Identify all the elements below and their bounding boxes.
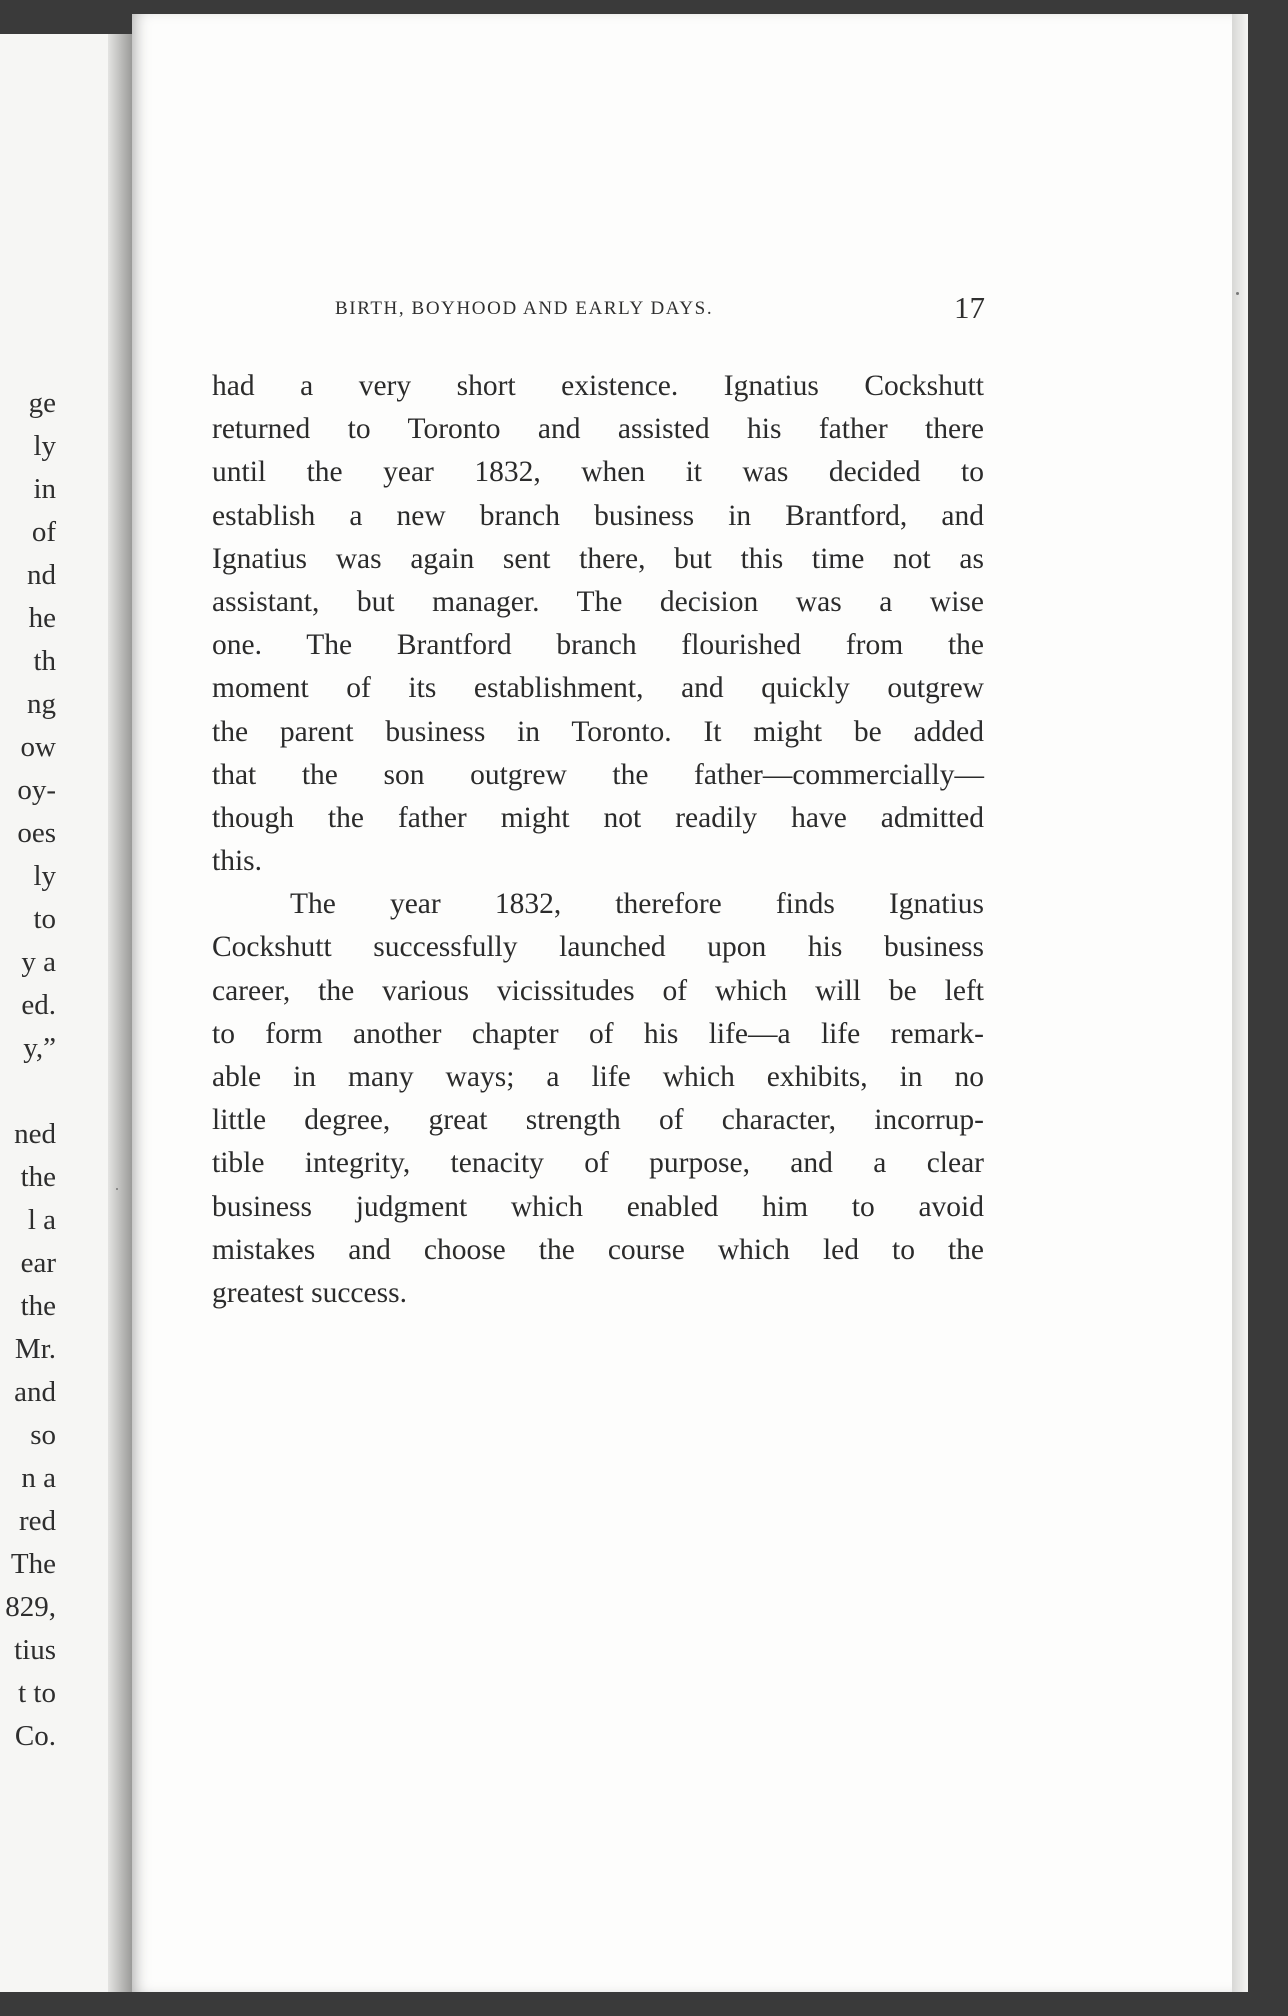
facing-line-fragment: oy- [17, 774, 56, 806]
facing-line-fragment: Co. [14, 1720, 56, 1752]
facing-line-fragment: oes [17, 817, 56, 849]
running-title: BIRTH, BOYHOOD AND EARLY DAYS. [335, 298, 714, 319]
text-line: mistakes and choose the course which led to the [212, 1233, 984, 1266]
page-gutter-shadow [108, 34, 132, 1992]
facing-line-fragment: ear [20, 1247, 56, 1279]
facing-line-fragment: ned [14, 1118, 56, 1150]
text-line: career, the various vicissitudes of which will be left [212, 974, 984, 1007]
facing-line-fragment: to [33, 903, 56, 935]
text-line: greatest success. [212, 1276, 407, 1309]
facing-line-fragment: ly [33, 430, 56, 462]
text-line: returned to Toronto and assisted his father there [212, 413, 984, 446]
facing-line-fragment: Mr. [14, 1333, 56, 1365]
scan-speck [116, 1188, 118, 1190]
text-line: tible integrity, tenacity of purpose, and a clear [212, 1147, 984, 1180]
text-line: establish a new branch business in Brantford, and [212, 499, 984, 532]
paragraph [212, 883, 984, 1315]
facing-line-fragment: the [20, 1161, 56, 1193]
facing-line-fragment: y a [21, 946, 56, 978]
text-line: the parent business in Toronto. It might be added [212, 715, 984, 748]
text-line: that the son outgrew the father—commercially— [212, 758, 984, 791]
facing-line-fragment: ng [27, 688, 56, 720]
facing-line-fragment: of [31, 516, 56, 548]
text-line: to form another chapter of his life—a life remark- [212, 1017, 984, 1050]
running-header [200, 290, 985, 330]
text-line: able in many ways; a life which exhibits, in no [212, 1061, 984, 1093]
facing-line-fragment: red [18, 1505, 56, 1537]
facing-line-fragment: t to [18, 1677, 56, 1709]
text-line: though the father might not readily have admitted [212, 801, 984, 834]
facing-line-fragment: nd [27, 559, 56, 591]
paragraph [212, 365, 984, 883]
text-line: Cockshutt successfully launched upon his business [212, 931, 984, 964]
facing-page [0, 34, 132, 1992]
facing-page-text [0, 34, 56, 1992]
facing-line-fragment: and [14, 1376, 56, 1408]
text-line: assistant, but manager. The decision was a wise [212, 585, 984, 618]
facing-line-fragment: he [28, 602, 56, 634]
facing-line-fragment: ow [20, 731, 56, 763]
facing-line-fragment: in [33, 473, 56, 505]
facing-line-fragment: so [30, 1419, 56, 1451]
text-line: little degree, great strength of character, incorrup- [212, 1104, 984, 1137]
page-edge [1232, 14, 1248, 1992]
facing-line-fragment: th [33, 645, 56, 677]
scan-speck [1236, 292, 1239, 295]
facing-line-fragment: ge [28, 387, 56, 419]
facing-line-fragment: n a [21, 1462, 56, 1494]
facing-line-fragment: 829, [5, 1591, 56, 1623]
facing-line-fragment: ed. [21, 989, 56, 1021]
text-line: until the year 1832, when it was decided to [212, 456, 984, 489]
facing-line-fragment: The [10, 1548, 56, 1580]
facing-line-fragment: the [20, 1290, 56, 1322]
facing-line-fragment: l a [27, 1204, 56, 1236]
text-line: this. [212, 845, 262, 878]
text-line: had a very short existence. Ignatius Cockshutt [212, 370, 984, 402]
facing-line-fragment: ly [33, 860, 56, 892]
text-line: Ignatius was again sent there, but this time not as [212, 542, 984, 575]
facing-line-fragment: tius [14, 1634, 56, 1666]
page-number: 17 [954, 290, 985, 325]
text-line: The year 1832, therefore finds Ignatius [290, 888, 984, 921]
body-text [212, 365, 984, 1315]
facing-line-fragment: y,” [23, 1032, 56, 1064]
text-line: business judgment which enabled him to avoid [212, 1190, 984, 1223]
text-line: moment of its establishment, and quickly outgrew [212, 672, 984, 705]
text-line: one. The Brantford branch flourished from the [212, 629, 984, 662]
